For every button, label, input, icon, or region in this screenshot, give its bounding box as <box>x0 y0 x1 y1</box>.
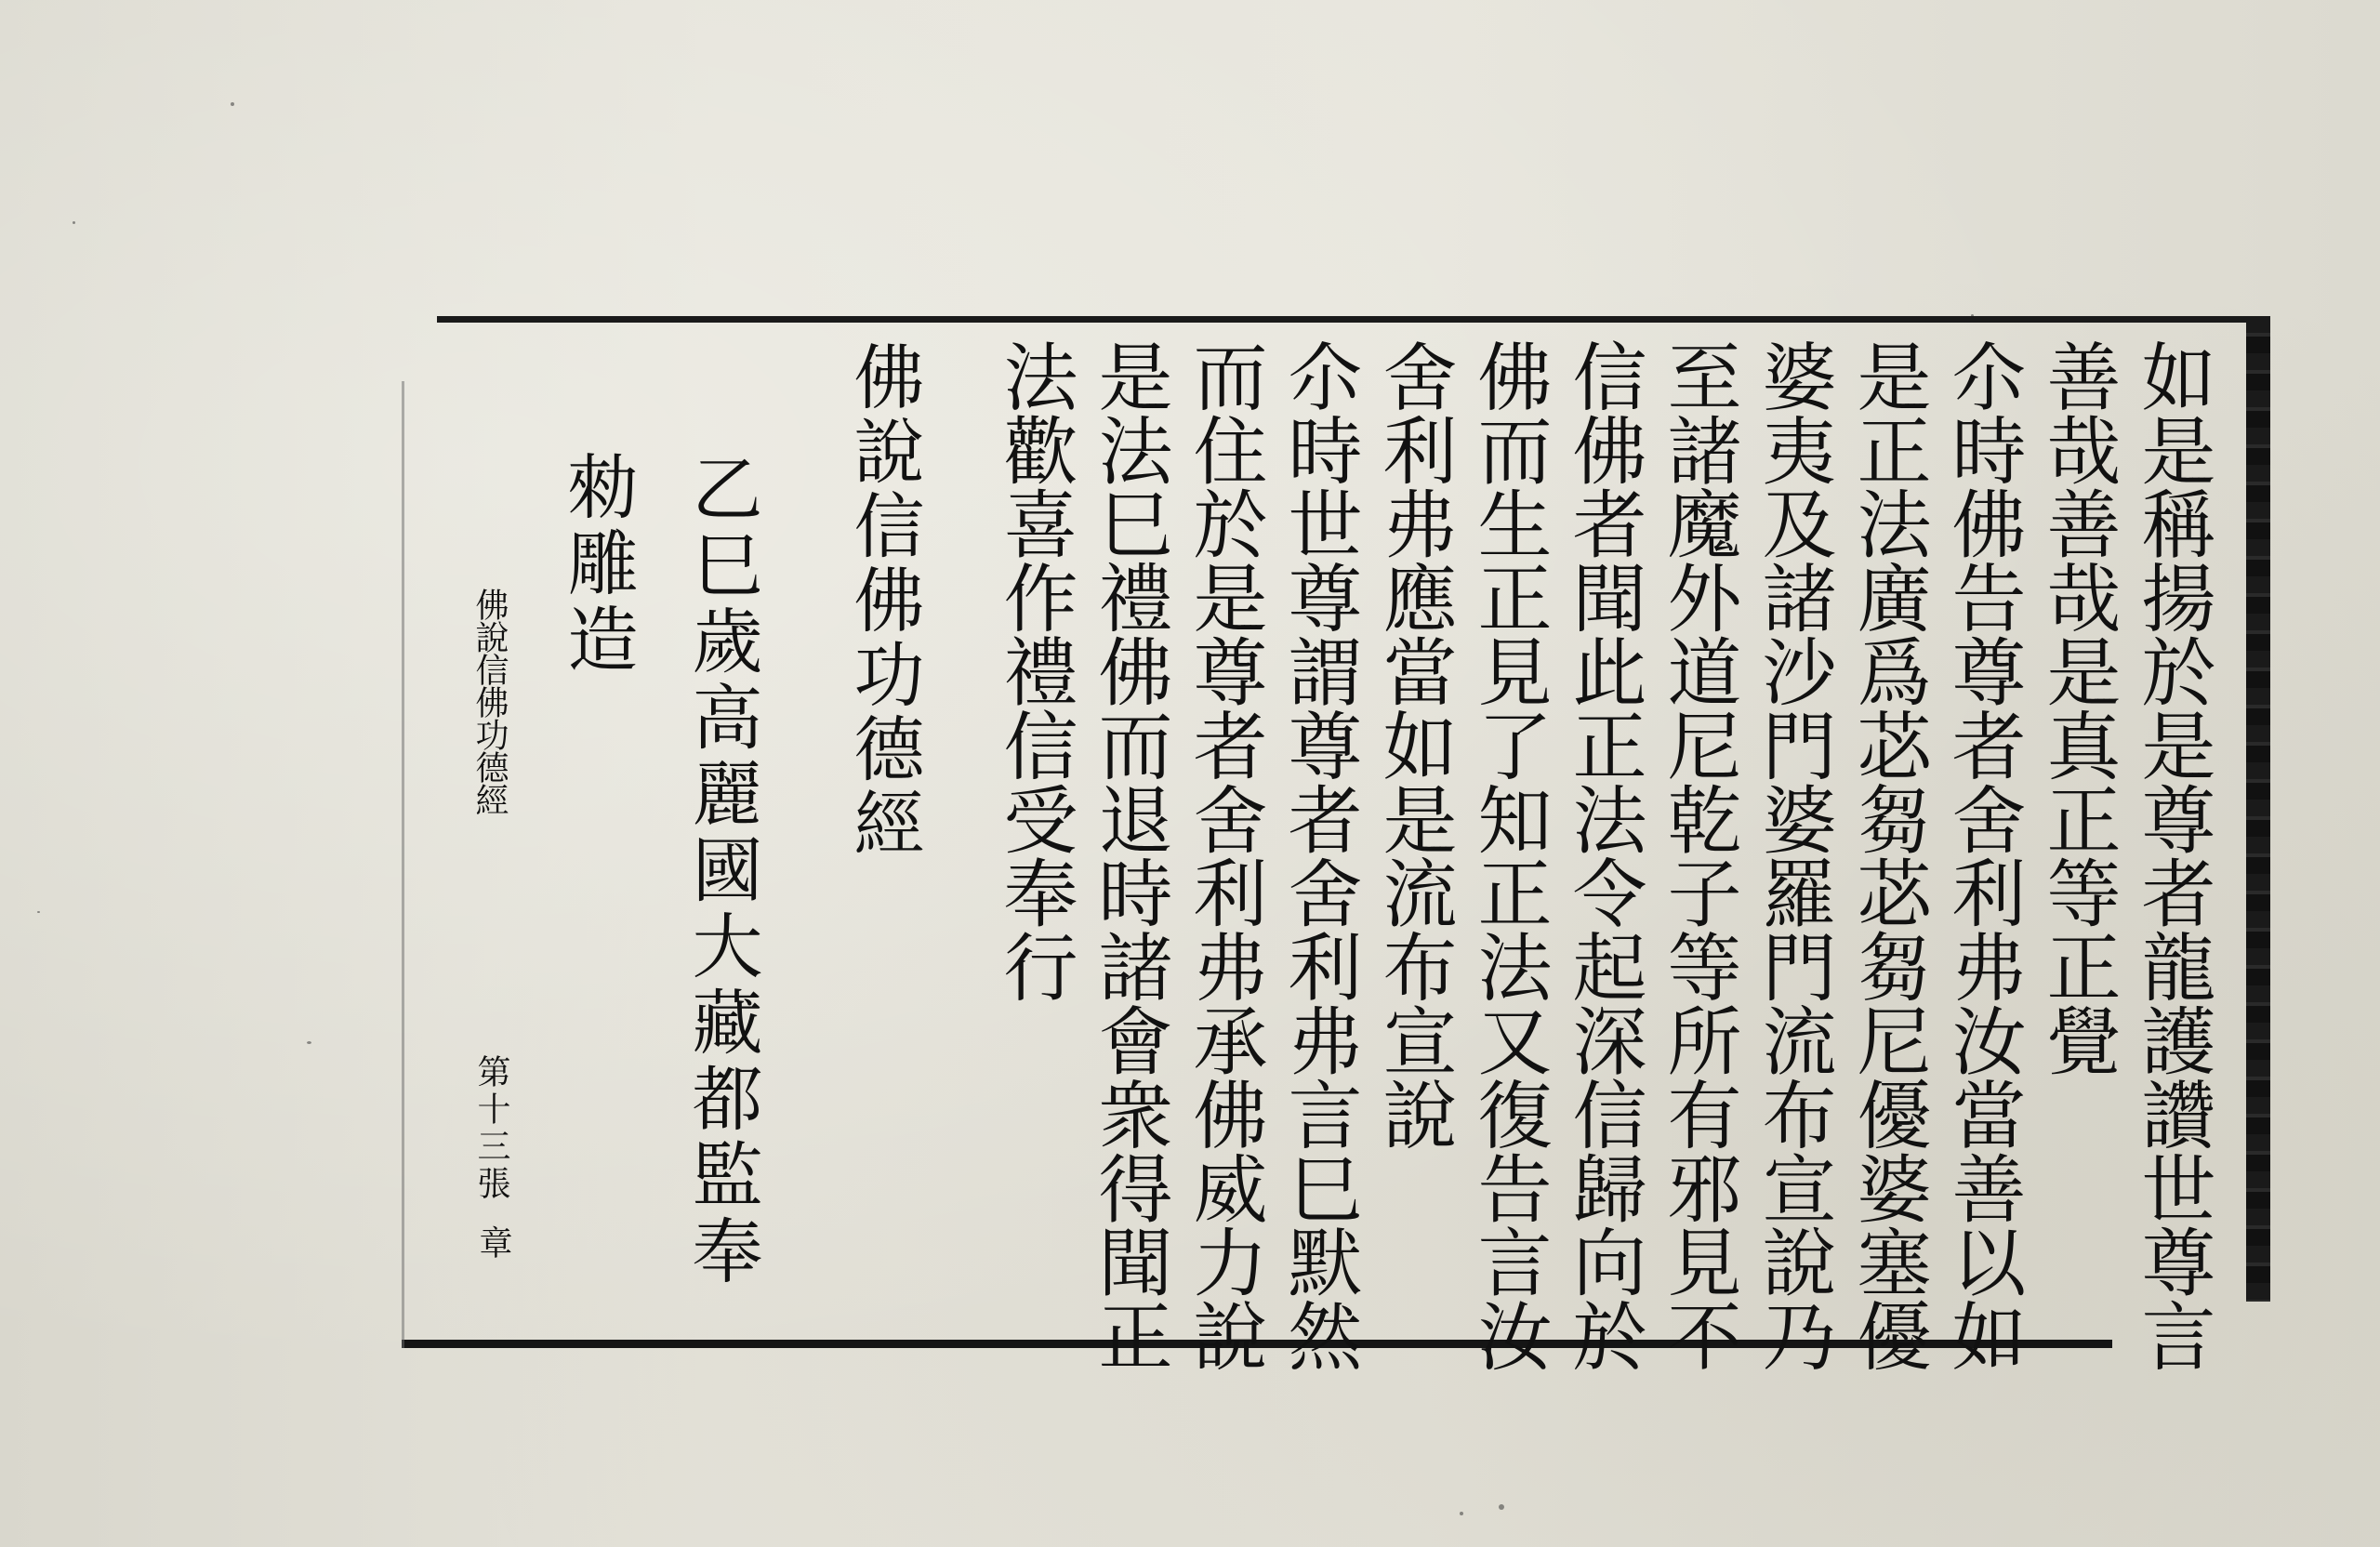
frame-left-rule <box>402 381 404 1348</box>
frame-top-rule <box>437 316 2270 323</box>
text-column-8: 佛而生正見了知正法又復告言汝 <box>1465 338 1552 1372</box>
text-column-13: 法歡喜作禮信受奉行 <box>991 338 1078 1003</box>
ink-speck <box>1460 1512 1463 1515</box>
sutra-end-title: 佛說信佛功德經 <box>842 340 925 861</box>
margin-mark: 章 <box>474 1225 512 1258</box>
text-column-12: 是法巳禮佛而退時諸會衆得聞正 <box>1086 338 1172 1372</box>
colophon-line-1: 乙巳歲高麗國大藏都監奉 <box>681 452 763 1290</box>
text-column-6: 至諸魔外道尼乾子等所有邪見不 <box>1655 338 1741 1372</box>
text-column-9: 舍利弗應當如是流布宣說 <box>1370 338 1457 1151</box>
text-column-10: 尒時世尊謂尊者舍利弗言巳默然 <box>1276 338 1362 1372</box>
text-column-2: 善哉善哉是真正等正覺 <box>2034 338 2121 1078</box>
text-column-1: 如是稱揚於是尊者龍護讚世尊言 <box>2129 338 2215 1372</box>
ink-speck <box>1499 1504 1504 1510</box>
ink-speck <box>37 911 40 913</box>
margin-sheet-number: 第十三張 <box>472 1054 510 1203</box>
ink-speck <box>307 1041 311 1044</box>
margin-sutra-title: 佛說信佛功德經 <box>470 588 509 815</box>
frame-right-rule <box>2246 316 2270 1302</box>
text-column-4: 是正法廣爲苾芻苾芻尼優婆塞優 <box>1844 338 1931 1372</box>
text-column-11: 而住於是尊者舍利弗承佛威力說 <box>1181 338 1267 1372</box>
text-column-5: 婆夷及諸沙門婆羅門流布宣說乃 <box>1750 338 1836 1372</box>
ink-speck <box>231 102 234 106</box>
text-column-3: 尒時佛告尊者舍利弗汝當善以如 <box>1939 338 2026 1372</box>
text-column-7: 信佛者聞此正法令起深信歸向於 <box>1560 338 1646 1372</box>
ink-speck <box>73 221 75 224</box>
colophon-line-2: 勑雕造 <box>556 450 639 679</box>
